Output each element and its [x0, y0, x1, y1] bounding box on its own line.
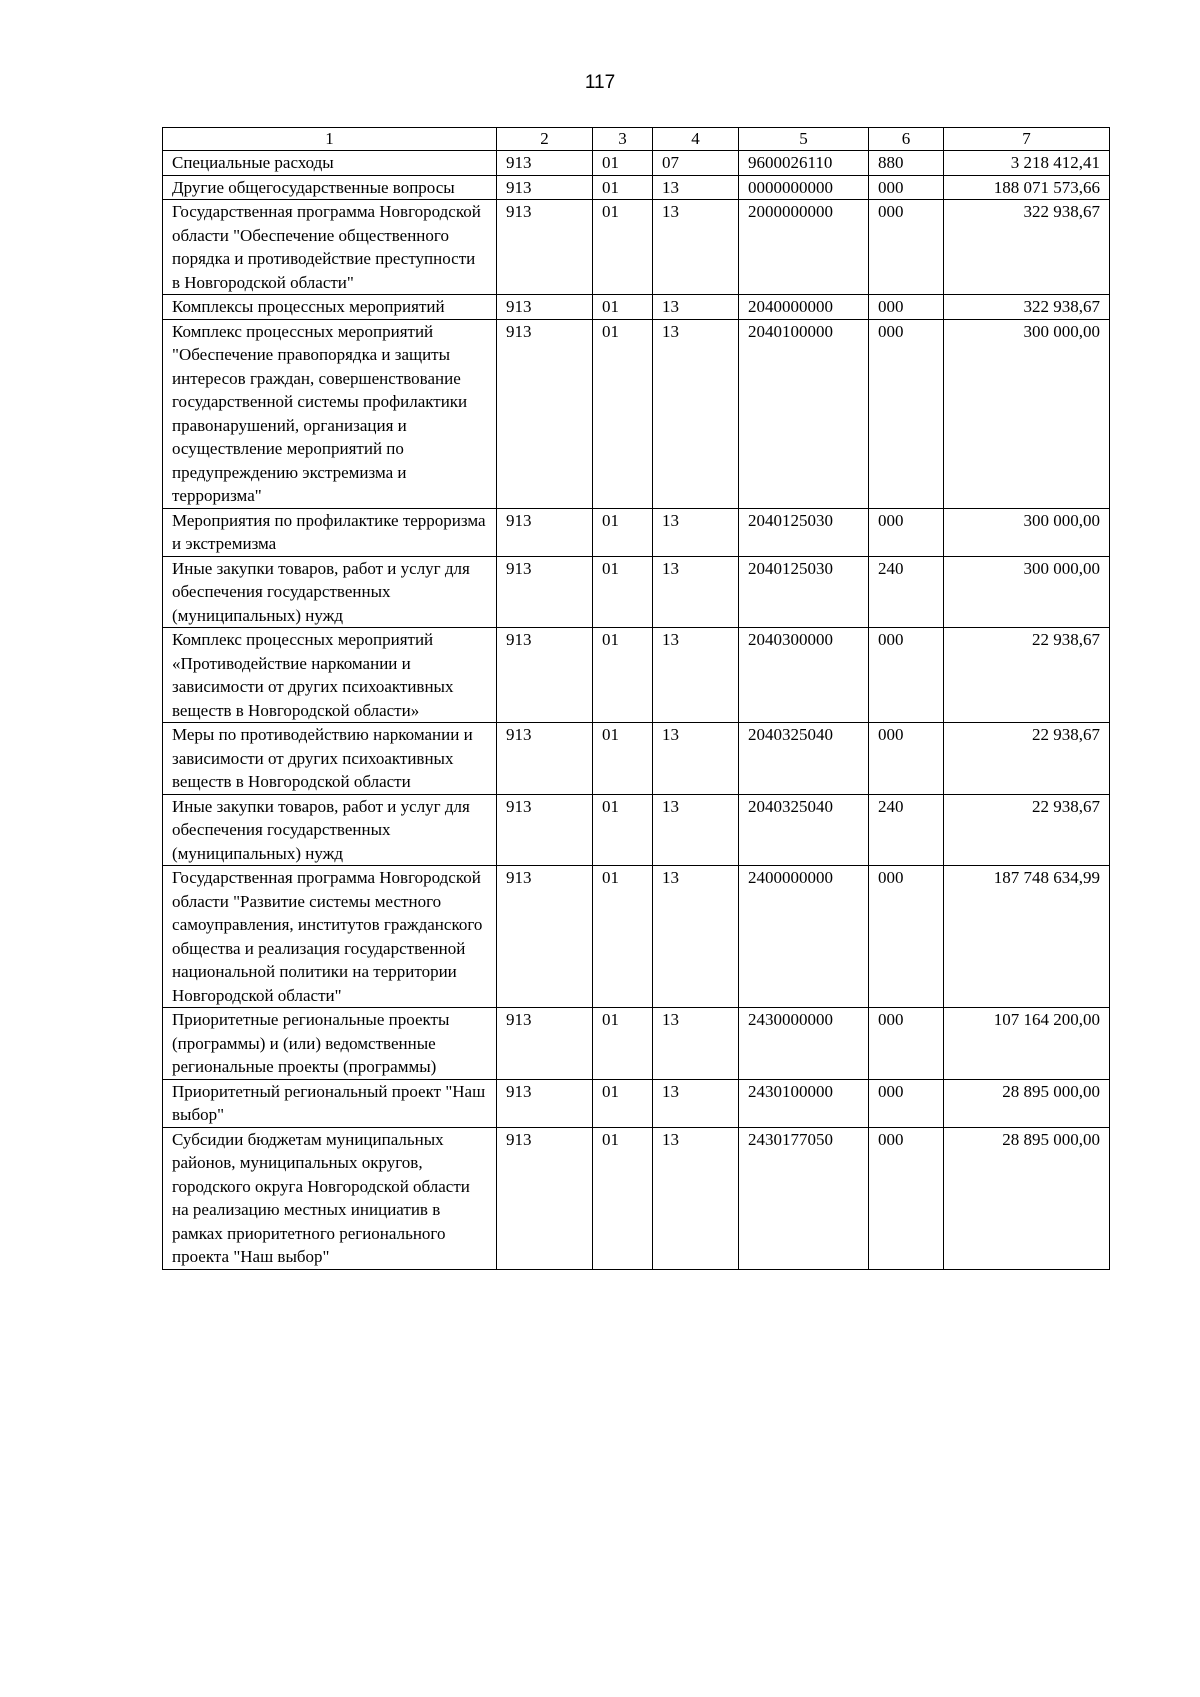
cell-subsection-code: 13	[653, 866, 739, 1008]
cell-expense-type: 000	[869, 1079, 944, 1127]
column-header: 7	[944, 128, 1110, 151]
cell-amount: 22 938,67	[944, 723, 1110, 795]
cell-name: Мероприятия по профилактике терроризма и экстремизма	[163, 508, 497, 556]
table-row	[163, 866, 1110, 1008]
cell-name: Субсидии бюджетам муниципальных районов, муниципальных округов, городского округа Новгородской области на реализацию местных инициатив в рамках приоритетного регионального проекта "Наш выбор"	[163, 1127, 497, 1269]
cell-amount: 28 895 000,00	[944, 1127, 1110, 1269]
cell-section-code: 01	[593, 556, 653, 628]
cell-expense-type: 000	[869, 1127, 944, 1269]
cell-expense-type: 880	[869, 151, 944, 176]
cell-name: Государственная программа Новгородской области "Развитие системы местного самоуправления, институтов гражданского общества и реализация государственной национальной политики на территории Новгородской области"	[163, 866, 497, 1008]
cell-target-article: 2040325040	[739, 794, 869, 866]
cell-target-article: 2430100000	[739, 1079, 869, 1127]
cell-amount: 322 938,67	[944, 200, 1110, 295]
cell-amount: 300 000,00	[944, 556, 1110, 628]
cell-subsection-code: 13	[653, 1079, 739, 1127]
column-header: 2	[497, 128, 593, 151]
cell-subsection-code: 13	[653, 556, 739, 628]
table-row	[163, 295, 1110, 320]
cell-section-code: 01	[593, 508, 653, 556]
cell-expense-type: 000	[869, 723, 944, 795]
cell-section-code: 01	[593, 151, 653, 176]
table-row	[163, 556, 1110, 628]
cell-amount: 187 748 634,99	[944, 866, 1110, 1008]
cell-name: Комплекс процессных мероприятий "Обеспечение правопорядка и защиты интересов граждан, совершенствование государственной системы профилактики правонарушений, организация и осуществление мероприятий по предупреждению экстремизма и терроризма"	[163, 319, 497, 508]
cell-grbs-code: 913	[497, 1079, 593, 1127]
cell-name: Меры по противодействию наркомании и зависимости от других психоактивных веществ в Новгородской области	[163, 723, 497, 795]
cell-section-code: 01	[593, 1008, 653, 1080]
page-number: 117	[584, 72, 616, 93]
cell-name: Приоритетный региональный проект "Наш выбор"	[163, 1079, 497, 1127]
cell-target-article: 9600026110	[739, 151, 869, 176]
table-row	[163, 175, 1110, 200]
header-row	[163, 128, 1110, 151]
cell-target-article: 2000000000	[739, 200, 869, 295]
cell-name: Приоритетные региональные проекты (программы) и (или) ведомственные региональные проекты (программы)	[163, 1008, 497, 1080]
column-header: 3	[593, 128, 653, 151]
column-header: 5	[739, 128, 869, 151]
cell-grbs-code: 913	[497, 866, 593, 1008]
cell-grbs-code: 913	[497, 319, 593, 508]
table-row	[163, 1008, 1110, 1080]
cell-name: Другие общегосударственные вопросы	[163, 175, 497, 200]
cell-grbs-code: 913	[497, 794, 593, 866]
cell-name: Комплексы процессных мероприятий	[163, 295, 497, 320]
cell-amount: 28 895 000,00	[944, 1079, 1110, 1127]
cell-section-code: 01	[593, 794, 653, 866]
column-header: 4	[653, 128, 739, 151]
cell-amount: 300 000,00	[944, 319, 1110, 508]
cell-expense-type: 000	[869, 295, 944, 320]
cell-section-code: 01	[593, 295, 653, 320]
cell-grbs-code: 913	[497, 175, 593, 200]
cell-expense-type: 000	[869, 866, 944, 1008]
table-row	[163, 200, 1110, 295]
cell-subsection-code: 13	[653, 628, 739, 723]
cell-grbs-code: 913	[497, 1008, 593, 1080]
cell-section-code: 01	[593, 723, 653, 795]
cell-amount: 107 164 200,00	[944, 1008, 1110, 1080]
cell-expense-type: 000	[869, 200, 944, 295]
cell-subsection-code: 13	[653, 1008, 739, 1080]
table-header	[163, 128, 1110, 151]
cell-amount: 22 938,67	[944, 628, 1110, 723]
cell-grbs-code: 913	[497, 151, 593, 176]
table-row	[163, 319, 1110, 508]
cell-subsection-code: 13	[653, 1127, 739, 1269]
column-header: 6	[869, 128, 944, 151]
cell-target-article: 2430000000	[739, 1008, 869, 1080]
cell-target-article: 2400000000	[739, 866, 869, 1008]
column-header: 1	[163, 128, 497, 151]
cell-section-code: 01	[593, 1079, 653, 1127]
cell-subsection-code: 13	[653, 508, 739, 556]
cell-target-article: 2040125030	[739, 508, 869, 556]
table-row	[163, 508, 1110, 556]
cell-section-code: 01	[593, 319, 653, 508]
cell-grbs-code: 913	[497, 1127, 593, 1269]
table-row	[163, 794, 1110, 866]
cell-amount: 188 071 573,66	[944, 175, 1110, 200]
cell-amount: 300 000,00	[944, 508, 1110, 556]
cell-expense-type: 240	[869, 794, 944, 866]
cell-grbs-code: 913	[497, 200, 593, 295]
cell-section-code: 01	[593, 866, 653, 1008]
cell-subsection-code: 13	[653, 175, 739, 200]
cell-target-article: 2040325040	[739, 723, 869, 795]
cell-expense-type: 000	[869, 175, 944, 200]
cell-grbs-code: 913	[497, 723, 593, 795]
cell-subsection-code: 13	[653, 723, 739, 795]
cell-section-code: 01	[593, 1127, 653, 1269]
cell-expense-type: 000	[869, 508, 944, 556]
cell-section-code: 01	[593, 175, 653, 200]
budget-table	[162, 127, 1110, 1270]
table-row	[163, 151, 1110, 176]
cell-name: Государственная программа Новгородской области "Обеспечение общественного порядка и противодействие преступности в Новгородской области"	[163, 200, 497, 295]
cell-subsection-code: 13	[653, 200, 739, 295]
table-body	[163, 151, 1110, 1270]
cell-expense-type: 000	[869, 319, 944, 508]
table-row	[163, 1127, 1110, 1269]
cell-section-code: 01	[593, 628, 653, 723]
cell-name: Комплекс процессных мероприятий «Противодействие наркомании и зависимости от других психоактивных веществ в Новгородской области»	[163, 628, 497, 723]
cell-subsection-code: 13	[653, 295, 739, 320]
cell-expense-type: 000	[869, 628, 944, 723]
cell-expense-type: 240	[869, 556, 944, 628]
cell-amount: 3 218 412,41	[944, 151, 1110, 176]
cell-grbs-code: 913	[497, 508, 593, 556]
cell-name: Иные закупки товаров, работ и услуг для обеспечения государственных (муниципальных) нужд	[163, 794, 497, 866]
cell-name: Специальные расходы	[163, 151, 497, 176]
table-row	[163, 1079, 1110, 1127]
cell-subsection-code: 07	[653, 151, 739, 176]
table-row	[163, 628, 1110, 723]
cell-amount: 322 938,67	[944, 295, 1110, 320]
table-row	[163, 723, 1110, 795]
cell-name: Иные закупки товаров, работ и услуг для обеспечения государственных (муниципальных) нужд	[163, 556, 497, 628]
cell-target-article: 0000000000	[739, 175, 869, 200]
cell-expense-type: 000	[869, 1008, 944, 1080]
cell-subsection-code: 13	[653, 794, 739, 866]
cell-target-article: 2040100000	[739, 319, 869, 508]
cell-grbs-code: 913	[497, 556, 593, 628]
cell-target-article: 2040000000	[739, 295, 869, 320]
cell-target-article: 2040300000	[739, 628, 869, 723]
cell-target-article: 2430177050	[739, 1127, 869, 1269]
cell-grbs-code: 913	[497, 628, 593, 723]
cell-section-code: 01	[593, 200, 653, 295]
cell-target-article: 2040125030	[739, 556, 869, 628]
cell-subsection-code: 13	[653, 319, 739, 508]
cell-grbs-code: 913	[497, 295, 593, 320]
cell-amount: 22 938,67	[944, 794, 1110, 866]
